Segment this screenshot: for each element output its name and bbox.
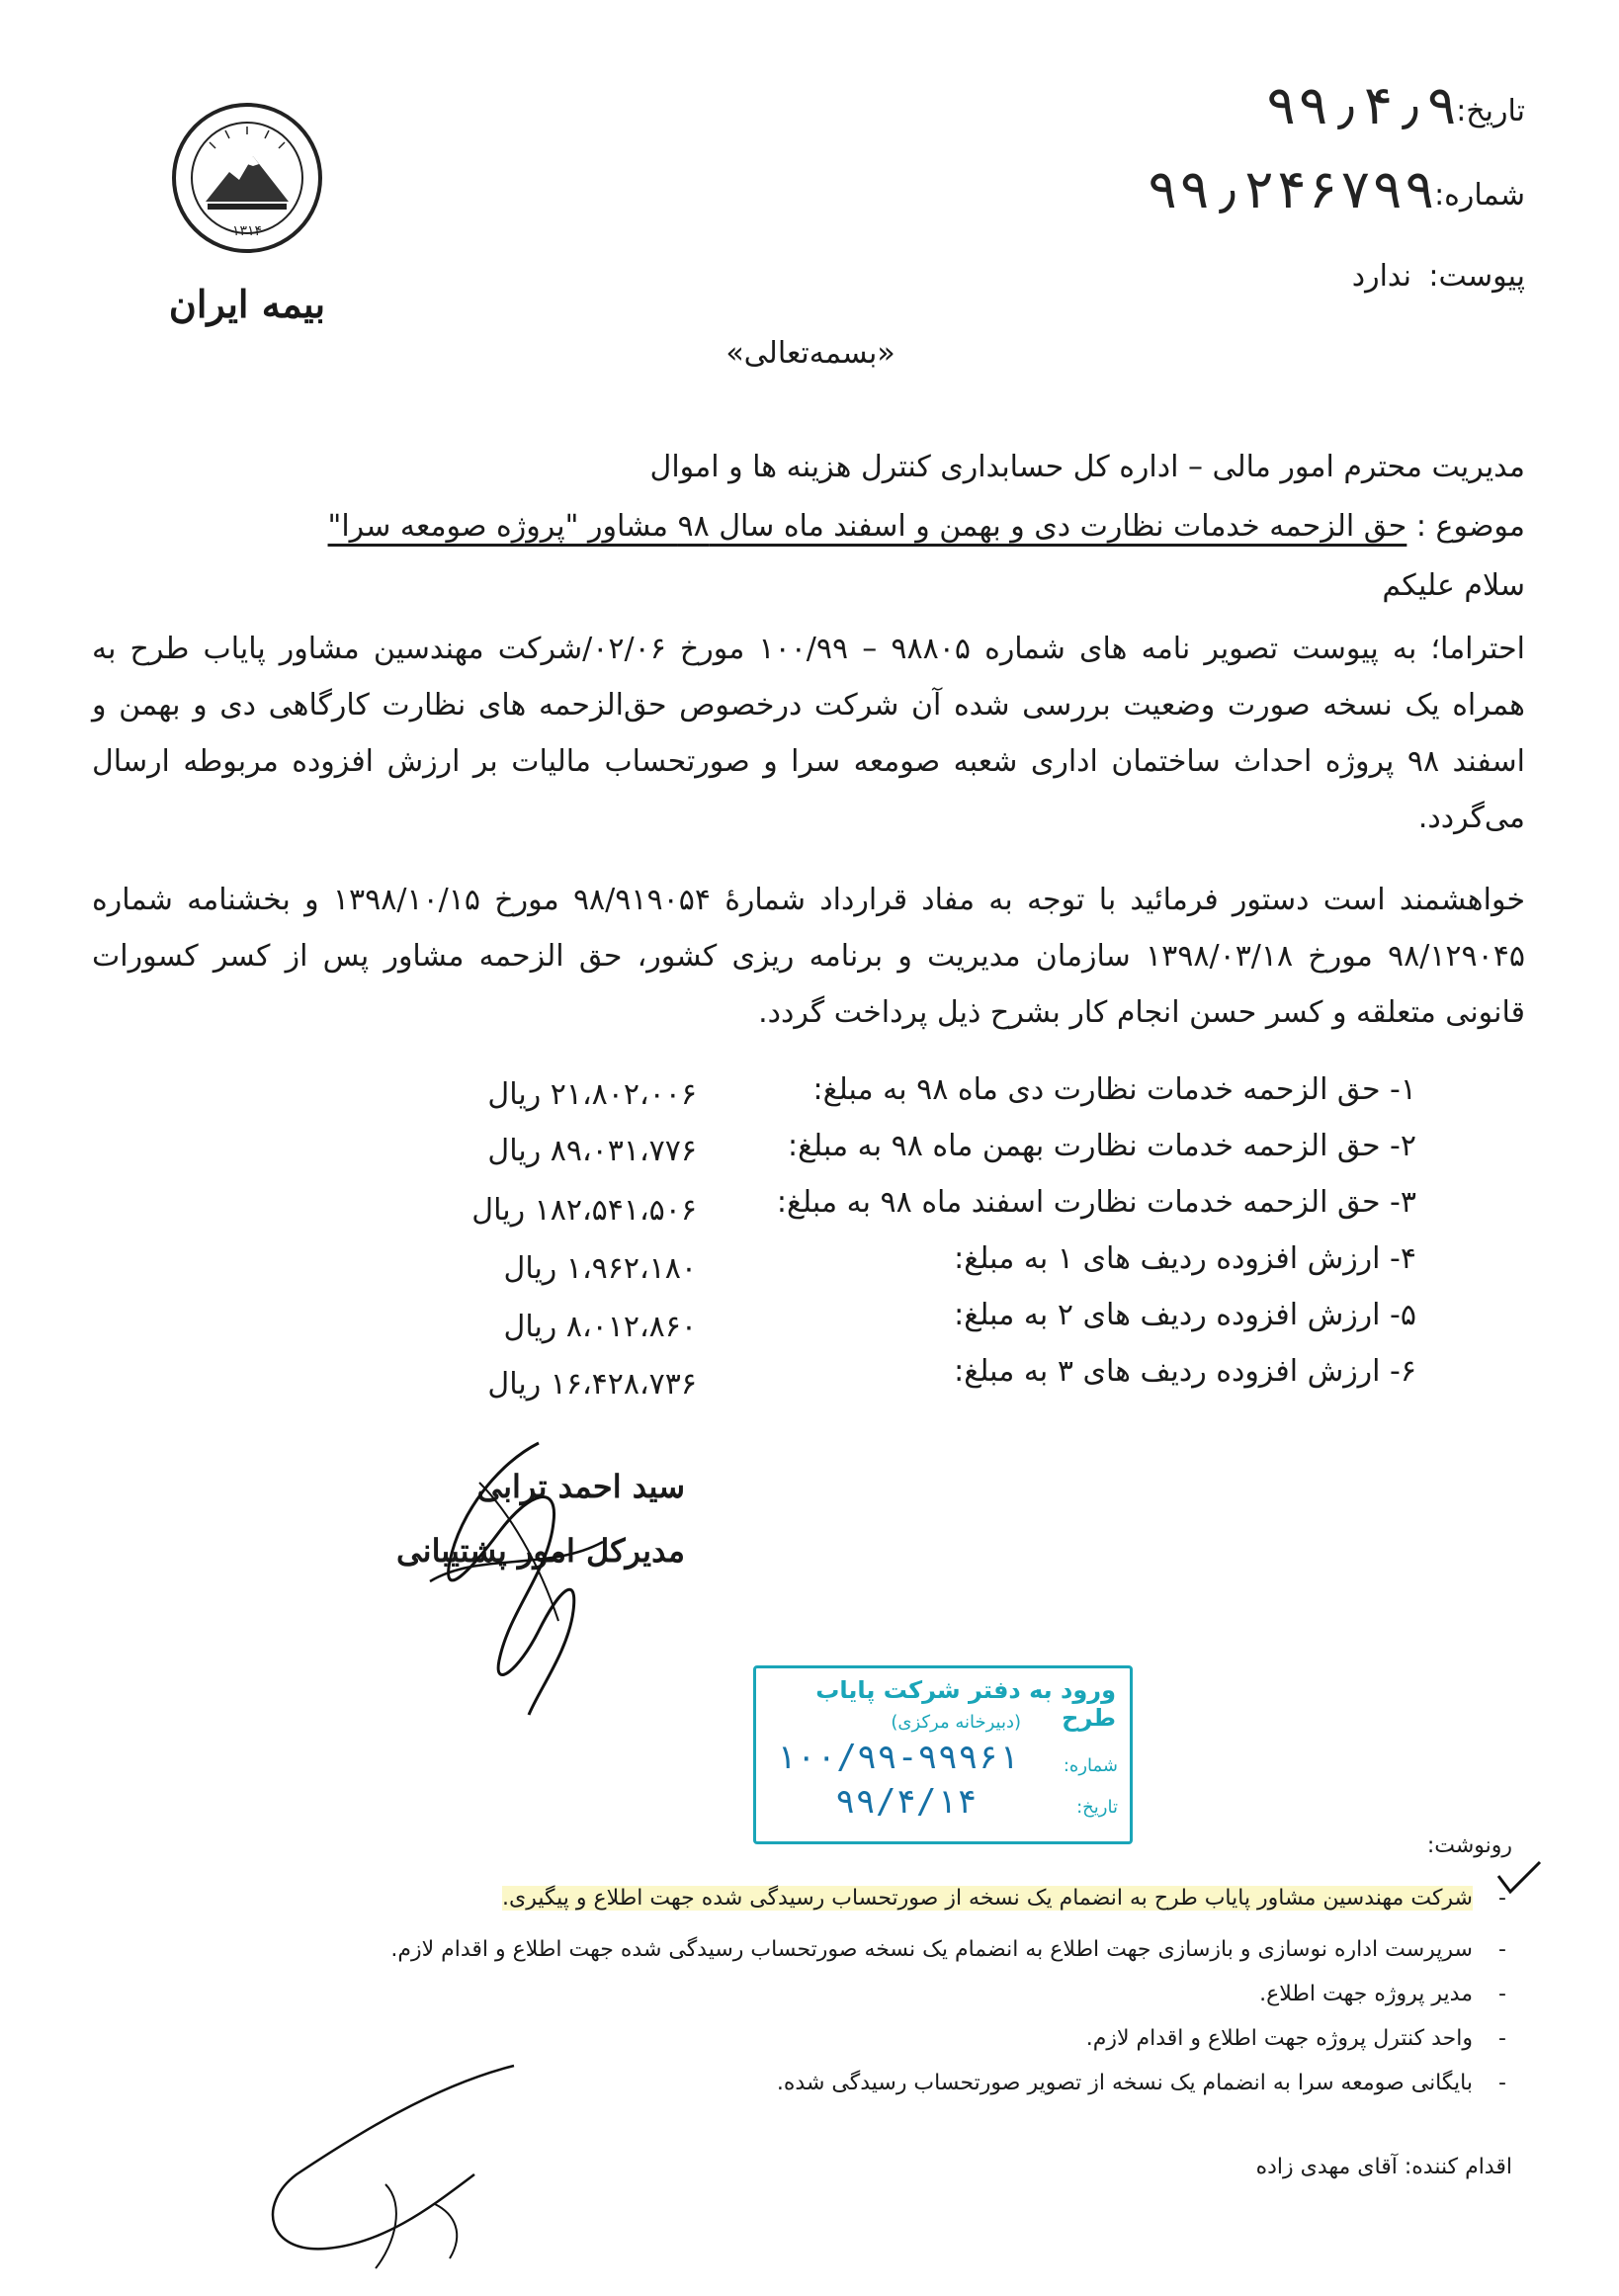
cc-dash: - [1498,1937,1506,1962]
cc-heading: رونوشت: [1426,1833,1512,1858]
number-label: شماره: [1434,178,1525,213]
item-label: ۱- حق الزحمه خدمات نظارت دی ماه ۹۸ به مبلغ: [812,1072,1416,1107]
item-label: ۳- حق الزحمه خدمات نظارت اسفند ماه ۹۸ به مبلغ: [776,1185,1416,1220]
cc-item-text: سرپرست اداره نوسازی و بازسازی جهت اطلاع به انضمام یک نسخه صورتحساب رسیدگی شده جهت اطلاع و اقدام لازم. [390,1937,1473,1962]
item-amount: ۱۶،۴۲۸،۷۳۶ ریال [487,1367,697,1402]
cc-item-text: شرکت مهندسین مشاور پایاب طرح به انضمام یک نسخه از صورتحساب رسیدگی شده جهت اطلاع و پیگیری. [502,1886,1473,1911]
cc-dash: - [1498,1982,1506,2006]
subject-line [92,509,1525,545]
item-amount: ۸،۰۱۲،۸۶۰ ریال [503,1310,697,1344]
handwritten-signature [390,1423,647,1720]
number-value: ۹۹٫۲۴۶۷۹۹ [1147,158,1436,220]
received-stamp [753,1665,1133,1844]
cc-item [188,2026,1506,2051]
action-by: اقدام کننده: آقای مهدی زاده [1255,2155,1512,2179]
handwritten-initials [237,2056,563,2283]
logo-text: بیمه ایران [168,282,326,326]
stamp-date-value: ۹۹/۴/۱۴ [835,1782,978,1822]
cc-dash: - [1498,1886,1506,1911]
stamp-title: ورود به دفتر شرکت پایاب طرح [815,1676,1116,1732]
item-amount: ۱۸۲،۵۴۱،۵۰۶ ریال [471,1193,697,1228]
cc-item-text: بایگانی صومعه سرا به انضمام یک نسخه از تصویر صورتحساب رسیدگی شده. [776,2071,1473,2095]
item-amount: ۱،۹۶۲،۱۸۰ ریال [503,1251,697,1286]
cc-dash: - [1498,2026,1506,2051]
stamp-number-value: ۱۰۰/۹۹-۹۹۹۶۱ [776,1738,1019,1777]
svg-text:۱۳۱۴: ۱۳۱۴ [231,223,263,239]
item-label: ۴- ارزش افزوده ردیف های ۱ به مبلغ: [954,1241,1416,1276]
subject-label: موضوع : [1415,509,1525,544]
stamp-date-label: تاریخ: [1076,1797,1118,1818]
paragraph-2: خواهشمند است دستور فرمائید با توجه به مفاد قرارداد شمارۀ ۹۸/۹۱۹۰۵۴ مورخ ۱۳۹۸/۱۰/۱۵ و بخشنامه شماره ۹۸/۱۲۹۰۴۵ مورخ ۱۳۹۸/۰۳/۱۸ سازمان مدیریت و برنامه ریزی کشور، حق الزحمه مشاور پس از کسر کسورات قانونی متعلقه و کسر حسن انجام کار بشرح ذیل پرداخت گردد. [92,883,1525,1030]
invocation: «بسمه‌تعالی» [725,336,895,371]
stamp-subtitle: (دبیرخانه مرکزی) [891,1712,1021,1733]
cc-item-text: واحد کنترل پروژه جهت اطلاع و اقدام لازم. [1085,2026,1473,2051]
subject-text: حق الزحمه خدمات نظارت دی و بهمن و اسفند ماه سال ۹۸ مشاور "پروژه صومعه سرا" [327,509,1407,544]
paragraph-1: احتراما؛ به پیوست تصویر نامه های شماره ۹۸۸۰۵ – ۱۰۰/۹۹ مورخ ۰۲/۰۶/شرکت مهندسین مشاور پایاب طرح به همراه یک نسخه صورت وضعیت بررسی شده آن شرکت درخصوص حق‌الزحمه های نظارت کارگاهی دی و بهمن و اسفند ۹۸ پروژه احداث ساختمان اداری شعبه صومعه سرا و صورتحساب مالیات بر ارزش افزوده مربوطه ارسال می‌گردد. [92,632,1525,835]
mountain-seal-icon [168,99,326,257]
cc-item-text: مدیر پروژه جهت اطلاع. [1259,1982,1473,2006]
cc-item [188,1937,1506,1962]
item-label: ۶- ارزش افزوده ردیف های ۳ به مبلغ: [954,1354,1416,1389]
insurance-logo [168,99,326,257]
cc-dash: - [1498,2071,1506,2095]
stamp-number-label: شماره: [1063,1755,1118,1776]
signatory-name: سید احمد ترابی [476,1468,685,1505]
attachment-value: ندارد [1351,259,1411,294]
item-amount: ۲۱،۸۰۲،۰۰۶ ریال [487,1077,697,1112]
cc-item [188,1886,1506,1911]
date-value: ۹۹٫۴٫۹ [1265,74,1459,136]
item-label: ۵- ارزش افزوده ردیف های ۲ به مبلغ: [954,1298,1416,1332]
signatory-title: مدیرکل امور پشتیبانی [395,1532,685,1570]
item-label: ۲- حق الزحمه خدمات نظارت بهمن ماه ۹۸ به مبلغ: [787,1129,1416,1163]
greeting: سلام علیکم [1382,568,1525,603]
cc-item [188,1982,1506,2006]
date-label: تاریخ: [1456,94,1525,128]
attachment-label: پیوست: [1428,259,1525,294]
item-amount: ۸۹،۰۳۱،۷۷۶ ریال [487,1134,697,1168]
addressee: مدیریت محترم امور مالی – اداره کل حسابداری کنترل هزینه ها و اموال [649,450,1525,484]
